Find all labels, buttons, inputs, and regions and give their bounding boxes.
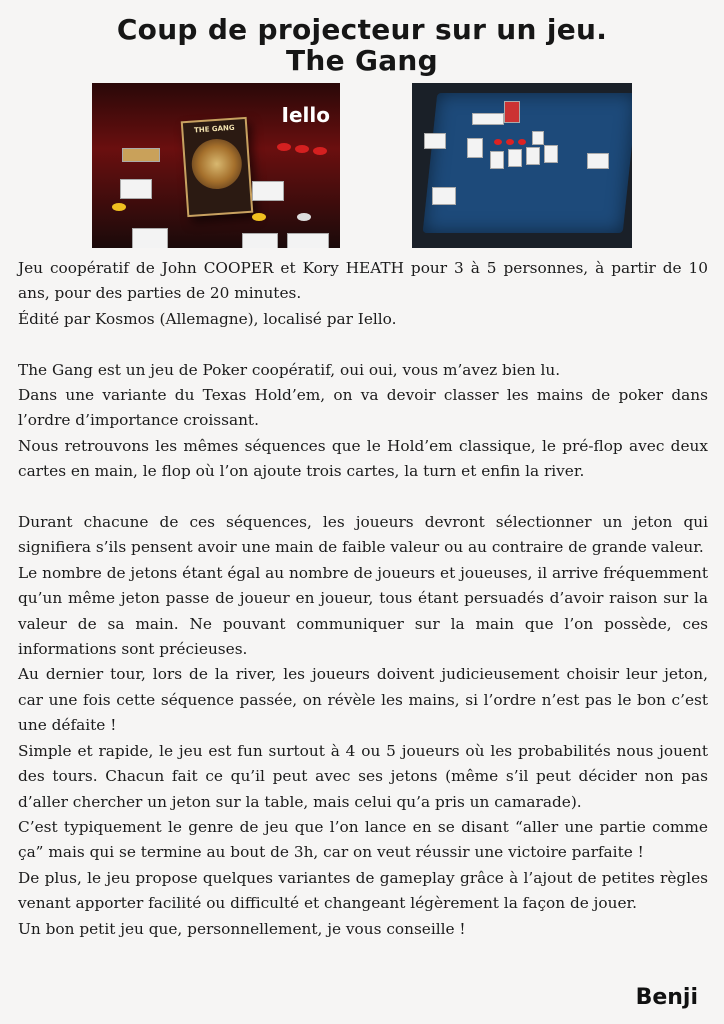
paragraph: De plus, le jeu propose quelques variantes de gameplay grâce à l’ajout de petites règles venant apporter facilité ou difficulté et changeant légèrement la façon de jouer. bbox=[18, 868, 708, 913]
paragraph: The Gang est un jeu de Poker coopératif, oui oui, vous m’avez bien lu. bbox=[18, 360, 561, 379]
card-icon bbox=[467, 138, 483, 158]
paragraph: Simple et rapide, le jeu est fun surtout à 4 ou 5 joueurs où les probabilités nous jouent des tours. Chacun fait ce qu’il peut avec ses jetons (même s’il peut décider non pas d’aller chercher un jeton sur la table, mais celui qu’a pris un camarade). bbox=[18, 741, 708, 811]
chip-icon bbox=[112, 203, 126, 211]
paragraph: Durant chacune de ces séquences, les joueurs devront sélectionner un jeton qui signifiera s’ils pensent avoir une main de faible valeur ou au contraire de grande valeur. bbox=[18, 513, 708, 557]
chip-icon bbox=[297, 213, 311, 221]
game-box-title: THE GANG bbox=[193, 123, 235, 135]
game-box-photo bbox=[92, 83, 340, 248]
card-icon bbox=[544, 145, 558, 163]
chip-icon bbox=[295, 145, 309, 153]
author-signature: Benji bbox=[635, 985, 698, 1010]
brand-logo: Iello bbox=[281, 103, 330, 127]
article-body bbox=[18, 256, 708, 942]
chip-icon bbox=[313, 147, 327, 155]
card-icon bbox=[252, 181, 284, 201]
paragraph: Au dernier tour, lors de la river, les joueurs doivent judicieusement choisir leur jeton, car une fois cette séquence passée, on révèle les mains, si l’ordre n’est pas le bon c’est une défaite ! bbox=[18, 665, 708, 735]
chip-icon bbox=[252, 213, 266, 221]
paragraph: Le nombre de jetons étant égal au nombre de joueurs et joueuses, il arrive fréquemment qu’un même jeton passe de joueur en joueur, tous étant persuadés d’avoir raison sur la valeur de sa main. Ne pouvant communiquer sur la main que l’on possède, ces informations sont précieuses. bbox=[18, 563, 708, 659]
paragraph: Nous retrouvons les mêmes séquences que le Hold’em classique, le pré-flop avec deux cartes en main, le flop où l’on ajoute trois cartes, la turn et enfin la river. bbox=[18, 436, 708, 481]
card-icon bbox=[532, 131, 544, 145]
card-icon bbox=[122, 148, 160, 162]
paragraph: Jeu coopératif de John COOPER et Kory HEATH pour 3 à 5 personnes, à partir de 10 ans, pour des parties de 20 minutes. bbox=[18, 259, 708, 303]
chip-icon bbox=[494, 139, 502, 145]
card-icon bbox=[472, 113, 504, 125]
card-icon bbox=[490, 151, 504, 169]
title-line-1: Coup de projecteur sur un jeu. bbox=[116, 13, 608, 46]
paragraph: Édité par Kosmos (Allemagne), localisé par Iello. bbox=[18, 309, 397, 328]
paragraph-spacer bbox=[18, 485, 708, 510]
chip-icon bbox=[518, 139, 526, 145]
card-icon bbox=[242, 233, 278, 248]
title-line-2: The Gang bbox=[285, 44, 439, 77]
paragraph: Un bon petit jeu que, personnellement, je vous conseille ! bbox=[18, 919, 466, 938]
card-icon bbox=[132, 228, 168, 248]
card-icon bbox=[587, 153, 609, 169]
game-table-photo bbox=[412, 83, 632, 248]
paragraph: C’est typiquement le genre de jeu que l’on lance en se disant “aller une partie comme ça” mais qui se termine au bout de 3h, car on veut réussir une victoire parfaite ! bbox=[18, 817, 708, 862]
game-box bbox=[181, 117, 254, 217]
card-icon bbox=[508, 149, 522, 167]
game-box-artwork bbox=[190, 137, 243, 190]
paragraph: Dans une variante du Texas Hold’em, on va devoir classer les mains de poker dans l’ordre d’importance croissant. bbox=[18, 386, 708, 430]
page-title bbox=[0, 14, 724, 76]
card-icon bbox=[120, 179, 152, 199]
chip-icon bbox=[506, 139, 514, 145]
card-icon bbox=[526, 147, 540, 165]
card-icon bbox=[287, 233, 329, 248]
card-icon bbox=[424, 133, 446, 149]
paragraph-spacer bbox=[18, 332, 708, 357]
card-icon bbox=[504, 101, 520, 123]
card-icon bbox=[432, 187, 456, 205]
chip-icon bbox=[277, 143, 291, 151]
